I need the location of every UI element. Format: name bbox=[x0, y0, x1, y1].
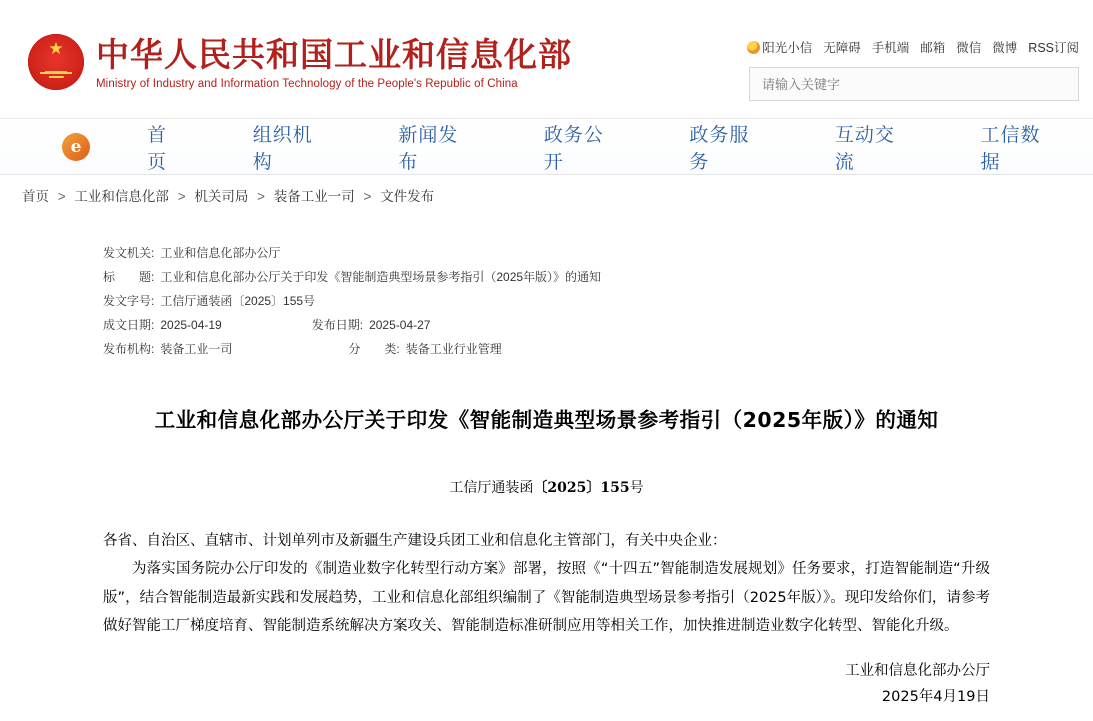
meta-row-org bbox=[103, 337, 1093, 361]
nav-brand-icon[interactable]: e bbox=[62, 133, 90, 161]
breadcrumb-item-document-release[interactable]: 文件发布 bbox=[380, 189, 435, 204]
document-salutation: 各省、自治区、直辖市、计划单列市及新疆生产建设兵团工业和信息化主管部门，有关中央企业： bbox=[103, 533, 727, 549]
breadcrumb-separator: > bbox=[57, 189, 66, 204]
meta-published-date bbox=[312, 313, 431, 337]
meta-category-label: 分 类: bbox=[348, 342, 400, 356]
meta-row-issuer bbox=[103, 241, 1093, 265]
top-links bbox=[739, 38, 1079, 56]
nav-item-news[interactable]: 新闻发布 bbox=[398, 123, 459, 173]
top-link-mobile[interactable]: 手机端 bbox=[871, 41, 910, 55]
search-input[interactable] bbox=[760, 76, 1068, 93]
breadcrumb-separator: > bbox=[363, 189, 372, 204]
nav-items bbox=[114, 120, 1093, 174]
meta-subject bbox=[103, 265, 601, 289]
document-paragraph-1: 为落实国务院办公厅印发的《制造业数字化转型行动方案》部署，按照《“十四五”智能制造发展规划》任务要求，打造智能制造“升级版”，结合智能制造最新实践和发展趋势，工业和信息化部组织编制了《智能制造典型场景参考指引（2025年版）》。现印发给你们，请参考做好智能工厂梯度培育、智能制造系统解决方案攻关、智能制造标准研制应用等相关工作，加快推进制造业数字化转型、智能化升级。 bbox=[103, 561, 990, 634]
document-signature bbox=[0, 658, 990, 710]
meta-org-label: 发布机构: bbox=[103, 342, 155, 356]
meta-org bbox=[103, 337, 232, 361]
breadcrumb-item-home[interactable]: 首页 bbox=[22, 189, 49, 204]
meta-issuer-label: 发文机关: bbox=[103, 246, 155, 260]
header-right bbox=[739, 38, 1079, 101]
national-emblem-icon bbox=[28, 34, 84, 90]
meta-published-label: 发布日期: bbox=[311, 318, 364, 332]
top-link-weibo[interactable]: 微博 bbox=[992, 41, 1018, 55]
search-box[interactable] bbox=[749, 67, 1079, 101]
site-title-en: Ministry of Industry and Information Technology of the People's Republic of China bbox=[96, 77, 518, 90]
sun-icon bbox=[747, 41, 760, 54]
nav-item-interaction[interactable]: 互动交流 bbox=[834, 123, 895, 173]
nav-item-government-disclosure[interactable]: 政务公开 bbox=[543, 123, 604, 173]
meta-row-subject bbox=[103, 265, 1093, 289]
document-meta bbox=[0, 241, 1093, 361]
meta-row-docnum bbox=[103, 289, 1093, 313]
nav-item-home[interactable]: 首页 bbox=[147, 123, 168, 173]
meta-docnum-label: 发文字号: bbox=[103, 294, 155, 308]
top-link-wechat[interactable]: 微信 bbox=[956, 41, 982, 55]
top-link-rss[interactable]: RSS订阅 bbox=[1028, 41, 1079, 55]
breadcrumb-item-equipment-bureau[interactable]: 装备工业一司 bbox=[273, 189, 355, 204]
meta-written-value: 2025-04-19 bbox=[160, 318, 222, 332]
meta-published-value: 2025-04-27 bbox=[369, 318, 431, 332]
nav-item-data[interactable]: 工信数据 bbox=[980, 123, 1041, 173]
meta-issuer-value: 工业和信息化部办公厅 bbox=[160, 246, 281, 260]
document-number-suffix: 号 bbox=[629, 480, 644, 496]
signature-date: 2025年4月19日 bbox=[881, 689, 990, 706]
breadcrumb-item-departments[interactable]: 机关司局 bbox=[194, 189, 249, 204]
document-number bbox=[0, 477, 1093, 497]
document-body bbox=[103, 527, 990, 640]
meta-docnum-value: 工信厅通装函〔2025〕155号 bbox=[160, 294, 316, 308]
meta-category-value: 装备工业行业管理 bbox=[405, 342, 502, 356]
site-header bbox=[0, 0, 1093, 118]
main-nav bbox=[0, 118, 1093, 174]
top-link-sunshine-label: 阳光小信 bbox=[762, 41, 813, 55]
top-link-mail[interactable]: 邮箱 bbox=[920, 41, 946, 55]
meta-subject-value: 工业和信息化部办公厅关于印发《智能制造典型场景参考指引（2025年版）》的通知 bbox=[160, 270, 602, 284]
top-link-sunshine[interactable] bbox=[747, 38, 812, 56]
meta-subject-label: 标 题: bbox=[103, 270, 155, 284]
breadcrumb bbox=[0, 174, 1093, 215]
site-title-cn: 中华人民共和国工业和信息化部 bbox=[96, 35, 572, 74]
meta-issuer bbox=[103, 241, 280, 265]
site-logo[interactable] bbox=[28, 34, 572, 90]
breadcrumb-separator: > bbox=[177, 189, 186, 204]
meta-docnum bbox=[103, 289, 315, 313]
breadcrumb-separator: > bbox=[257, 189, 265, 204]
site-title-block bbox=[96, 34, 572, 90]
document-number-prefix: 工信厅通装函 bbox=[449, 480, 534, 496]
nav-item-organization[interactable]: 组织机构 bbox=[252, 123, 313, 173]
top-link-accessibility[interactable]: 无障碍 bbox=[823, 41, 861, 55]
document-title: 工业和信息化部办公厅关于印发《智能制造典型场景参考指引（2025年版）》的通知 bbox=[154, 408, 939, 432]
meta-category bbox=[348, 337, 501, 361]
nav-item-government-services[interactable]: 政务服务 bbox=[689, 123, 750, 173]
meta-written-date bbox=[103, 313, 222, 337]
signature-org: 工业和信息化部办公厅 bbox=[845, 663, 990, 680]
meta-written-label: 成文日期: bbox=[103, 318, 155, 332]
meta-org-value: 装备工业一司 bbox=[160, 342, 233, 356]
meta-row-dates bbox=[103, 313, 1093, 337]
breadcrumb-item-ministry[interactable]: 工业和信息化部 bbox=[74, 189, 169, 204]
document-number-main: 〔2025〕155 bbox=[533, 480, 630, 496]
